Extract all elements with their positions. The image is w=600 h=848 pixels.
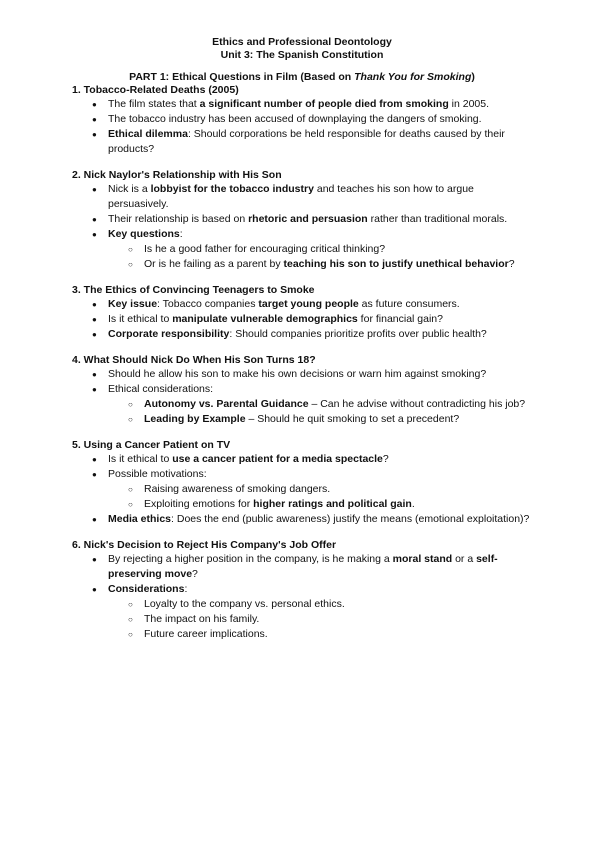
list-item: ● Should he allow his son to make his own decisions or warn him against smoking?	[72, 367, 532, 382]
section-5	[72, 439, 532, 527]
list-item: ● Is it ethical to manipulate vulnerable demographics for financial gain?	[72, 312, 532, 327]
list-item: ● Media ethics: Does the end (public awareness) justify the means (emotional exploitation)?	[72, 512, 532, 527]
list-item: ● Ethical dilemma: Should corporations be held responsible for deaths caused by their products?	[72, 127, 532, 157]
section-title: 3. The Ethics of Convincing Teenagers to Smoke	[72, 284, 315, 296]
sub-list-item: ○ Leading by Example – Should he quit smoking to set a precedent?	[72, 412, 532, 427]
sub-list-item: ○ Is he a good father for encouraging critical thinking?	[72, 242, 532, 257]
list-item: ● Considerations: ○ Loyalty to the company vs. personal ethics. ○ The impact on his family. ○ Future career implications.	[72, 582, 532, 642]
unit-title: Unit 3: The Spanish Constitution	[220, 49, 384, 61]
list-item: ● Corporate responsibility: Should companies prioritize profits over public health?	[72, 327, 532, 342]
list-item: ● Nick is a lobbyist for the tobacco industry and teaches his son how to argue persuasively.	[72, 182, 532, 212]
list-item: ● Possible motivations: ○ Raising awareness of smoking dangers. ○ Exploiting emotions for higher ratings and political gain.	[72, 467, 532, 512]
section-title: 4. What Should Nick Do When His Son Turns 18?	[72, 354, 316, 366]
sub-list-item: ○ Autonomy vs. Parental Guidance – Can he advise without contradicting his job?	[72, 397, 532, 412]
part-heading: PART 1: Ethical Questions in Film (Based on Thank You for Smoking)	[129, 71, 475, 83]
sub-list-item: ○ Raising awareness of smoking dangers.	[72, 482, 532, 497]
list-item: ● Ethical considerations: ○ Autonomy vs. Parental Guidance – Can he advise without contradicting his job? ○ Leading by Example – Should he quit smoking to set a precedent?	[72, 382, 532, 427]
sub-list-item: ○ Or is he failing as a parent by teaching his son to justify unethical behavior?	[72, 257, 532, 272]
section-title: 6. Nick's Decision to Reject His Company's Job Offer	[72, 539, 337, 551]
list-item: ● Is it ethical to use a cancer patient for a media spectacle?	[72, 452, 532, 467]
section-title: 2. Nick Naylor's Relationship with His Son	[72, 169, 282, 181]
section-6	[72, 539, 532, 642]
course-title: Ethics and Professional Deontology	[212, 36, 392, 48]
section-3	[72, 284, 532, 342]
section-2	[72, 169, 532, 272]
section-4	[72, 354, 532, 427]
sub-list-item: ○ Exploiting emotions for higher ratings and political gain.	[72, 497, 532, 512]
sub-list-item: ○ Loyalty to the company vs. personal ethics.	[72, 597, 532, 612]
list-item: ● The tobacco industry has been accused of downplaying the dangers of smoking.	[72, 112, 532, 127]
list-item: ● By rejecting a higher position in the company, is he making a moral stand or a self-preserving move?	[72, 552, 532, 582]
list-item: ● The film states that a significant number of people died from smoking in 2005.	[72, 97, 532, 112]
section-title: 1. Tobacco-Related Deaths (2005)	[72, 84, 239, 96]
document-page	[72, 36, 532, 642]
sub-list-item: ○ The impact on his family.	[72, 612, 532, 627]
section-1	[72, 84, 532, 157]
sub-list-item: ○ Future career implications.	[72, 627, 532, 642]
list-item: ● Key issue: Tobacco companies target young people as future consumers.	[72, 297, 532, 312]
list-item: ● Their relationship is based on rhetoric and persuasion rather than traditional morals.	[72, 212, 532, 227]
list-item: ● Key questions: ○ Is he a good father for encouraging critical thinking? ○ Or is he failing as a parent by teaching his son to justify unethical behavior?	[72, 227, 532, 272]
section-title: 5. Using a Cancer Patient on TV	[72, 439, 231, 451]
